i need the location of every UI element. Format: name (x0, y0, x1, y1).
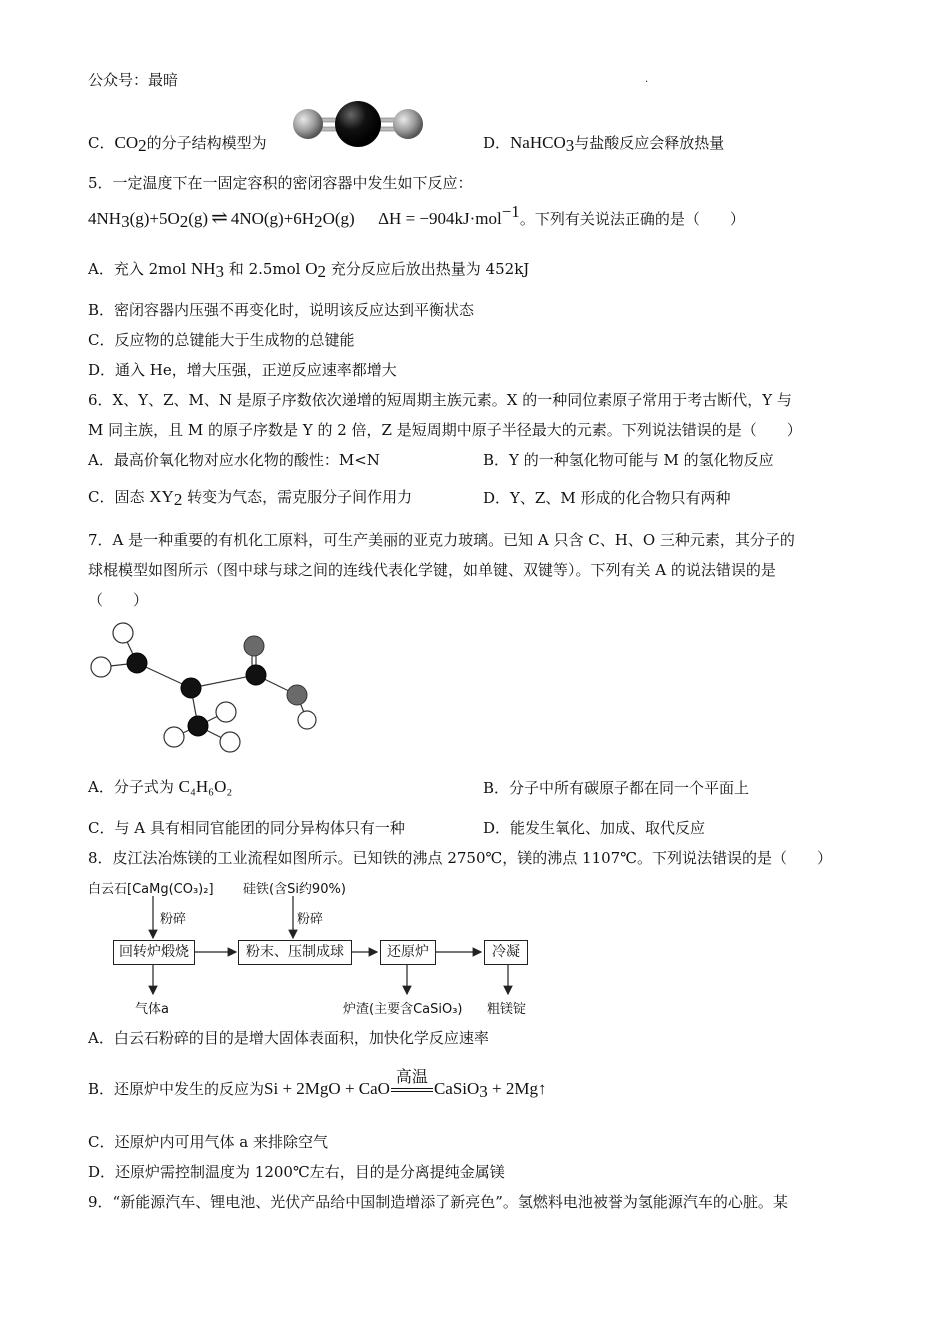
q5-stem: 5．一定温度下在一固定容积的密闭容器中发生如下反应： (88, 174, 473, 192)
q4-option-c: C．$CO_2$的分子结构模型为 (88, 133, 267, 155)
flow-crush-label-2: 粉碎 (297, 912, 324, 927)
q6-option-b: B．Y 的一种氢化物可能与 M 的氢化物反应 (483, 451, 774, 469)
q5-equation: $4NH_3(g)+5O_2(g)$ ⇌ $4NO(g)+6H_2O(g) \Delta H = -904kJ\cdot mol^{-1}$。下列有关说法正确的是（ ） (88, 202, 745, 231)
flow-dolomite-label: 白云石[CaMg(CO₃)₂] (88, 882, 214, 897)
q5-option-d: D．通入 He，增大压强，正逆反应速率都增大 (88, 361, 397, 379)
q5-option-c: C．反应物的总键能大于生成物的总键能 (88, 331, 355, 349)
q7-stem-line2: 球棍模型如图所示（图中球与球之间的连线代表化学键，如单键、双键等）。下列有关 A 的说法错误的是 (88, 561, 776, 579)
q6-option-a: A．最高价氧化物对应水化物的酸性：M<N (88, 451, 380, 469)
flow-cooling-box: 冷凝 (484, 940, 528, 965)
q7-option-a: A．分子式为 C₄H₆O₂ (88, 777, 233, 796)
q7-stem-line1: 7．A 是一种重要的有机化工原料，可生产美丽的亚克力玻璃。已知 A 只含 C、H、O 三种元素，其分子的 (88, 531, 795, 549)
q7-stem-line3: （ ） (88, 591, 149, 609)
q7-option-d: D．能发生氧化、加成、取代反应 (483, 819, 706, 837)
q4-option-d: D．NaHCO$_3$与盐酸反应会释放热量 (483, 133, 725, 155)
q6-option-c: C．固态 $XY_2$ 转变为气态，需克服分子间作用力 (88, 487, 413, 509)
q8-stem: 8．皮江法冶炼镁的工业流程如图所示。已知铁的沸点 2750℃，镁的沸点 1107℃。下列说法错误的是（ ） (88, 849, 832, 867)
q7-option-c: C．与 A 具有相同官能团的同分异构体只有一种 (88, 819, 405, 837)
q6-stem-line1: 6．X、Y、Z、M、N 是原子序数依次递增的短周期主族元素。X 的一种同位素原子常用于考古断代，Y 与 (88, 391, 792, 409)
flow-powder-box: 粉末、压制成球 (238, 940, 352, 965)
q8-option-c: C．还原炉内可用气体 a 来排除空气 (88, 1133, 328, 1151)
flow-kiln-box: 回转炉煅烧 (113, 940, 195, 965)
flow-crude-mg-label: 粗镁锭 (487, 1002, 527, 1017)
q6-stem-line2: M 同主族，且 M 的原子序数是 Y 的 2 倍，Z 是短周期中原子半径最大的元素。下列说法错误的是（ ） (88, 421, 802, 439)
header-dot: . (645, 74, 649, 85)
q5-option-a: A．充入 2mol $NH_3$ 和 2.5mol $O_2$ 充分反应后放出热量为 452kJ (88, 259, 530, 281)
flow-crush-label-1: 粉碎 (160, 912, 187, 927)
q8-option-a: A．白云石粉碎的目的是增大固体表面积，加快化学反应速率 (88, 1029, 489, 1047)
q8-option-b: B．还原炉中发生的反应为Si + 2MgO + CaO 高温 CaSiO$_3$ + 2Mg↑ (88, 1067, 547, 1101)
flow-gas-a-label: 气体a (135, 1002, 169, 1017)
header-account: 公众号：最暗 (88, 71, 179, 89)
flow-slag-label: 炉渣(主要含CaSiO₃) (343, 1002, 463, 1017)
q9-stem-line1: 9．“新能源汽车、锂电池、光伏产品给中国制造增添了新亮色”。氢燃料电池被誉为氢能源汽车的心脏。某 (88, 1193, 788, 1211)
flow-ferrosilicon-label: 硅铁(含Si约90%) (243, 882, 346, 897)
q5-option-b: B．密闭容器内压强不再变化时，说明该反应达到平衡状态 (88, 301, 475, 319)
q8-option-d: D．还原炉需控制温度为 1200℃左右，目的是分离提纯金属镁 (88, 1163, 505, 1181)
q7-option-b: B．分子中所有碳原子都在同一个平面上 (483, 779, 750, 797)
q6-option-d: D．Y、Z、M 形成的化合物只有两种 (483, 489, 731, 507)
flow-reduction-box: 还原炉 (380, 940, 436, 965)
